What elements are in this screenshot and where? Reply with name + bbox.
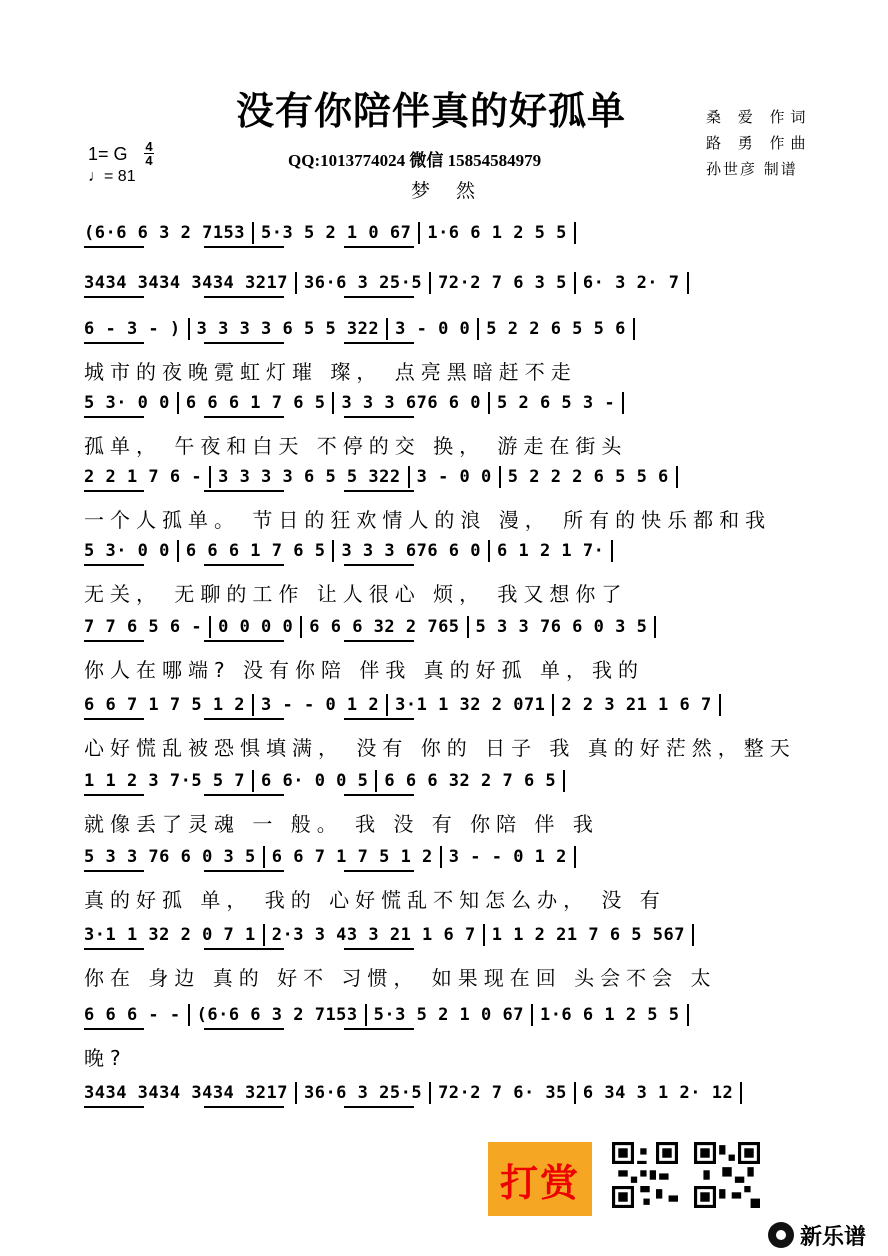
song-title: 没有你陪伴真的好孤单 xyxy=(236,89,627,133)
measure: 36·6 3 25·5 xyxy=(303,1083,423,1103)
beam-line xyxy=(84,870,144,872)
lyrics-line: 就像丢了灵魂 一 般。 我 没 有 你陪 伴 我 xyxy=(84,812,599,836)
barline xyxy=(263,846,265,868)
measure: 1 1 2 3 7·5 5 7 xyxy=(84,771,246,791)
barline xyxy=(574,1082,576,1104)
barline xyxy=(418,222,420,244)
measure: 5 3 3 76 6 0 3 5 xyxy=(84,847,256,867)
notation-line xyxy=(84,222,804,256)
barline xyxy=(531,1004,533,1026)
barline xyxy=(332,540,334,562)
measure: 6 6 6 1 7 6 5 xyxy=(185,541,326,561)
barline xyxy=(375,770,377,792)
barline xyxy=(252,694,254,716)
time-bottom: 4 xyxy=(145,153,153,168)
qr-code-icon xyxy=(694,1142,760,1208)
barline xyxy=(676,466,678,488)
key-signature: 1= G xyxy=(88,144,128,164)
notation-line xyxy=(84,770,804,804)
beam-line xyxy=(344,296,414,298)
lyricist-credit: 桑 爱 作词 xyxy=(706,108,812,126)
measure: 3 3 3 676 6 0 xyxy=(341,393,482,413)
measure: 3·1 1 32 2 071 xyxy=(395,695,546,715)
barline xyxy=(488,540,490,562)
measure: 3·1 1 32 2 0 7 1 xyxy=(84,925,256,945)
contact-info: QQ:1013774024 微信 15854584979 xyxy=(288,151,542,170)
beam-line xyxy=(84,246,144,248)
site-logo xyxy=(768,1219,866,1251)
barline xyxy=(386,694,388,716)
barline xyxy=(295,1082,297,1104)
measure: 6 - 3 - ) xyxy=(84,319,181,339)
score-row xyxy=(84,616,804,690)
lyrics-line: 你在 身边 真的 好不 习惯， 如果现在回 头会不会 太 xyxy=(84,966,717,990)
measure: 2 2 1 7 6 - xyxy=(84,467,203,487)
lyrics-line: 真的好孤 单， 我的 心好慌乱不知怎么办， 没 有 xyxy=(84,888,666,912)
measure: 5 3· 0 0 xyxy=(84,393,170,413)
measure: 3434 3434 3434 3217 xyxy=(84,273,288,293)
barline xyxy=(483,924,485,946)
beam-line xyxy=(84,296,144,298)
beam-line xyxy=(344,342,414,344)
barline xyxy=(295,272,297,294)
beam-line xyxy=(84,718,144,720)
barline xyxy=(209,466,211,488)
beam-line xyxy=(84,342,144,344)
arranger-credit: 孙世彦 制谱 xyxy=(706,160,798,178)
beam-line xyxy=(344,490,414,492)
barline xyxy=(209,616,211,638)
measure: 5·3 5 2 1 0 67 xyxy=(373,1005,524,1025)
barline xyxy=(687,1004,689,1026)
beam-line xyxy=(204,490,284,492)
lyrics-line: 一个人孤单。 节日的狂欢情人的浪 漫， 所有的快乐都和我 xyxy=(84,508,772,532)
measure: 6 1 2 1 7· xyxy=(497,541,605,561)
barline xyxy=(574,222,576,244)
beam-line xyxy=(204,246,284,248)
measure: 6 34 3 1 2· 12 xyxy=(582,1083,734,1103)
measure: 3 3 3 3 6 5 5 322 xyxy=(196,319,380,339)
measure: 72·2 7 6· 35 xyxy=(438,1083,567,1103)
beam-line xyxy=(84,564,144,566)
beam-line xyxy=(84,1106,144,1108)
beam-line xyxy=(344,948,414,950)
barline xyxy=(574,846,576,868)
vinyl-record-icon xyxy=(768,1222,794,1248)
score-row xyxy=(84,924,804,998)
reward-button[interactable]: 打赏 xyxy=(488,1142,592,1216)
score-row xyxy=(84,1004,804,1078)
measure: 6 6 6 32 2 7 6 5 xyxy=(384,771,557,791)
barline xyxy=(654,616,656,638)
beam-line xyxy=(204,718,284,720)
beam-line xyxy=(204,416,284,418)
beam-line xyxy=(344,246,414,248)
notation-line xyxy=(84,694,804,728)
barline xyxy=(177,540,179,562)
measure: 1·6 6 1 2 5 5 xyxy=(427,223,567,243)
beam-line xyxy=(204,640,284,642)
lyrics-line: 晚? xyxy=(84,1046,127,1070)
measure: 72·2 7 6 3 5 xyxy=(438,273,567,293)
measure: 6 6 6 32 2 765 xyxy=(309,617,460,637)
barline xyxy=(633,318,635,340)
measure: 5 3· 0 0 xyxy=(84,541,170,561)
notation-line xyxy=(84,616,804,650)
beam-line xyxy=(84,416,144,418)
notation-line xyxy=(84,846,804,880)
measure: 6 6· 0 0 5 xyxy=(261,771,369,791)
measure: 1 1 2 21 7 6 5 567 xyxy=(491,925,685,945)
credits xyxy=(706,104,812,182)
lyrics-line: 城市的夜晚霓虹灯璀 璨， 点亮黑暗赶不走 xyxy=(84,360,577,384)
measure: 3434 3434 3434 3217 xyxy=(84,1083,288,1103)
notation-line xyxy=(84,272,804,306)
measure: 2·3 3 43 3 21 1 6 7 xyxy=(271,925,476,945)
measure: 6 6 6 1 7 6 5 xyxy=(185,393,326,413)
notation-line xyxy=(84,924,804,958)
beam-line xyxy=(204,870,284,872)
barline xyxy=(622,392,624,414)
measure: 6 6 6 - - xyxy=(84,1005,181,1025)
measure: 6· 3 2· 7 xyxy=(582,273,680,293)
barline xyxy=(563,770,565,792)
measure: 6 6 7 1 7 5 1 2 xyxy=(271,847,433,867)
barline xyxy=(332,392,334,414)
time-top: 4 xyxy=(145,139,153,154)
barline xyxy=(611,540,613,562)
barline xyxy=(440,846,442,868)
score-row xyxy=(84,392,804,466)
measure: 5·3 5 2 1 0 67 xyxy=(261,223,412,243)
measure: 5 2 2 2 6 5 5 6 xyxy=(507,467,669,487)
beam-line xyxy=(204,564,284,566)
score-row xyxy=(84,694,804,768)
measure: (6·6 6 3 2 7153 xyxy=(196,1005,358,1025)
notation-line xyxy=(84,392,804,426)
measure: 0 0 0 0 xyxy=(218,617,294,637)
barline xyxy=(429,1082,431,1104)
notation-line xyxy=(84,540,804,574)
beam-line xyxy=(204,794,284,796)
barline xyxy=(692,924,694,946)
beam-line xyxy=(84,948,144,950)
time-signature xyxy=(144,140,154,167)
barline xyxy=(252,770,254,792)
lyrics-line: 无关， 无聊的工作 让人很心 烦， 我又想你了 xyxy=(84,582,628,606)
singer-name: 梦 然 xyxy=(411,180,486,202)
beam-line xyxy=(84,794,144,796)
barline xyxy=(477,318,479,340)
beam-line xyxy=(204,948,284,950)
measure: 5 3 3 76 6 0 3 5 xyxy=(475,617,648,637)
measure: 3 - - 0 1 2 xyxy=(448,847,567,867)
measure: 3 3 3 676 6 0 xyxy=(341,541,482,561)
barline xyxy=(386,318,388,340)
measure: 5 2 2 6 5 5 6 xyxy=(486,319,626,339)
barline xyxy=(300,616,302,638)
beam-line xyxy=(84,490,144,492)
measure: 3 - 0 0 xyxy=(395,319,471,339)
measure: 36·6 3 25·5 xyxy=(303,273,423,293)
barline xyxy=(574,272,576,294)
beam-line xyxy=(344,564,414,566)
barline xyxy=(429,272,431,294)
beam-line xyxy=(204,296,284,298)
measure: 5 2 6 5 3 - xyxy=(497,393,616,413)
measure: 1·6 6 1 2 5 5 xyxy=(539,1005,680,1025)
qr-code-icon xyxy=(612,1142,678,1208)
tempo-marking: ♩= 81 xyxy=(88,168,136,185)
score-row xyxy=(84,318,804,392)
barline xyxy=(408,466,410,488)
logo-text: 新乐谱 xyxy=(800,1224,867,1250)
score-row xyxy=(84,540,804,614)
measure: 7 7 6 5 6 - xyxy=(84,617,203,637)
score-row xyxy=(84,466,804,540)
barline xyxy=(740,1082,742,1104)
notation-line xyxy=(84,1004,804,1038)
composer-credit: 路 勇 作曲 xyxy=(706,134,812,152)
measure: 6 6 7 1 7 5 1 2 xyxy=(84,695,246,715)
beam-line xyxy=(344,870,414,872)
barline xyxy=(488,392,490,414)
lyrics-line: 心好慌乱被恐惧填满， 没有 你的 日子 我 真的好茫然，整天 xyxy=(84,736,796,760)
beam-line xyxy=(204,1106,284,1108)
beam-line xyxy=(344,1028,414,1030)
beam-line xyxy=(344,416,414,418)
notation-line xyxy=(84,466,804,500)
measure: 2 2 3 21 1 6 7 xyxy=(561,695,712,715)
barline xyxy=(365,1004,367,1026)
barline xyxy=(687,272,689,294)
notation-line xyxy=(84,318,804,352)
beam-line xyxy=(344,1106,414,1108)
score-row xyxy=(84,846,804,920)
beam-line xyxy=(344,794,414,796)
notation-line xyxy=(84,1082,804,1116)
beam-line xyxy=(84,640,144,642)
beam-line xyxy=(84,1028,144,1030)
measure: 3 3 3 3 6 5 5 322 xyxy=(218,467,401,487)
lyrics-line: 你人在哪端? 没有你陪 伴我 真的好孤 单，我的 xyxy=(84,658,645,682)
barline xyxy=(719,694,721,716)
lyrics-line: 孤单， 午夜和白天 不停的交 换， 游走在街头 xyxy=(84,434,628,458)
beam-line xyxy=(204,1028,284,1030)
barline xyxy=(177,392,179,414)
measure: (6·6 6 3 2 7153 xyxy=(84,223,246,243)
barline xyxy=(467,616,469,638)
barline xyxy=(188,318,190,340)
barline xyxy=(552,694,554,716)
measure: 3 - - 0 1 2 xyxy=(261,695,380,715)
beam-line xyxy=(344,718,414,720)
measure: 3 - 0 0 xyxy=(416,467,492,487)
barline xyxy=(188,1004,190,1026)
barline xyxy=(499,466,501,488)
beam-line xyxy=(344,640,414,642)
score-row xyxy=(84,770,804,844)
barline xyxy=(263,924,265,946)
barline xyxy=(252,222,254,244)
beam-line xyxy=(204,342,284,344)
